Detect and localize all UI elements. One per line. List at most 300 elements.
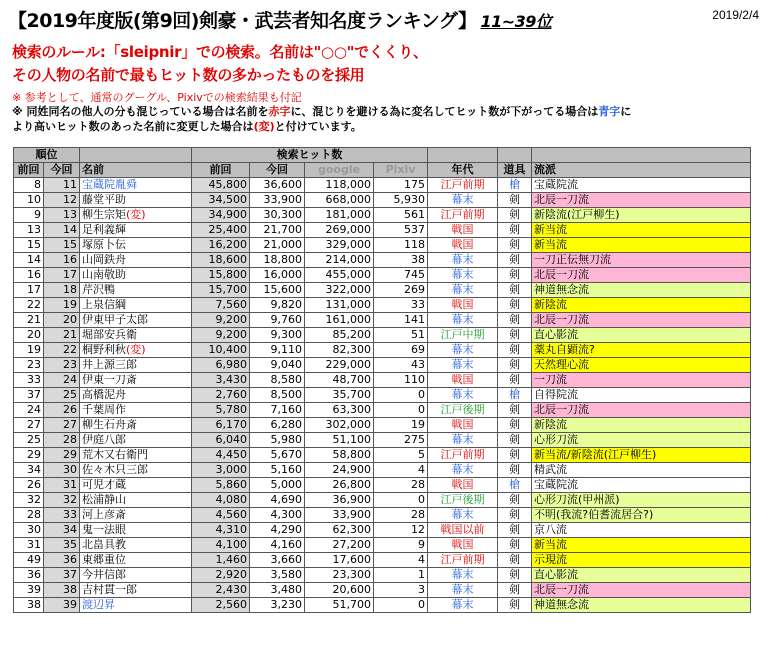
cell-era: 江戸前期 — [428, 208, 498, 223]
cell-name: 千葉周作 — [80, 403, 192, 418]
table-row — [14, 358, 751, 373]
cell-now: 18 — [44, 283, 80, 298]
cell-now-hits: 6,280 — [250, 418, 305, 433]
cell-ryuha: 自得院流 — [532, 388, 751, 403]
cell-tool: 剣 — [498, 268, 532, 283]
cell-now: 24 — [44, 373, 80, 388]
cell-pixiv: 118 — [374, 238, 428, 253]
cell-era: 江戸前期 — [428, 448, 498, 463]
cell-pixiv: 537 — [374, 223, 428, 238]
cell-prev: 30 — [14, 523, 44, 538]
cell-now-hits: 5,160 — [250, 463, 305, 478]
table-row — [14, 343, 751, 358]
cell-prev-hits: 2,920 — [192, 568, 250, 583]
cell-prev: 49 — [14, 553, 44, 568]
table-row — [14, 493, 751, 508]
henn-mark: (変) — [126, 208, 146, 221]
cell-now-hits: 9,300 — [250, 328, 305, 343]
cell-prev-hits: 4,310 — [192, 523, 250, 538]
cell-prev-hits: 9,200 — [192, 328, 250, 343]
cell-prev: 28 — [14, 508, 44, 523]
cell-now: 19 — [44, 298, 80, 313]
cell-google: 214,000 — [305, 253, 374, 268]
cell-pixiv: 141 — [374, 313, 428, 328]
cell-prev-hits: 4,560 — [192, 508, 250, 523]
note-henn-mark: (変) — [253, 120, 275, 133]
cell-tool: 剣 — [498, 238, 532, 253]
cell-name: 吉村貫一郎 — [80, 583, 192, 598]
cell-tool: 槍 — [498, 178, 532, 193]
cell-now-hits: 9,110 — [250, 343, 305, 358]
cell-now-hits: 3,660 — [250, 553, 305, 568]
cell-name: 今井信郎 — [80, 568, 192, 583]
cell-now-hits: 4,290 — [250, 523, 305, 538]
cell-name: 塚原卜伝 — [80, 238, 192, 253]
cell-name: 山南敬助 — [80, 268, 192, 283]
cell-now-hits: 4,160 — [250, 538, 305, 553]
cell-now-hits: 3,580 — [250, 568, 305, 583]
cell-prev: 29 — [14, 448, 44, 463]
cell-pixiv: 51 — [374, 328, 428, 343]
cell-ryuha: 天然理心流 — [532, 358, 751, 373]
cell-now: 36 — [44, 553, 80, 568]
cell-name: 宝蔵院胤舜 — [80, 178, 192, 193]
cell-prev-hits: 4,080 — [192, 493, 250, 508]
cell-ryuha: 精武流 — [532, 463, 751, 478]
cell-name — [80, 343, 192, 358]
hits-header: 検索ヒット数 — [192, 148, 428, 163]
cell-now-hits: 5,670 — [250, 448, 305, 463]
reference-note: ※ 参考として、通常のグーグル、Pixivでの検索結果も付記 — [12, 91, 302, 104]
cell-era: 幕末 — [428, 343, 498, 358]
cell-tool: 剣 — [498, 223, 532, 238]
cell-google: 33,900 — [305, 508, 374, 523]
table-row — [14, 403, 751, 418]
cell-now-hits: 7,160 — [250, 403, 305, 418]
cell-ryuha: 北辰一刀流 — [532, 403, 751, 418]
name-header: 名前 — [80, 163, 192, 178]
cell-era: 幕末 — [428, 358, 498, 373]
cell-now: 14 — [44, 223, 80, 238]
table-row — [14, 433, 751, 448]
cell-ryuha: 神道無念流 — [532, 283, 751, 298]
cell-name: 上泉信綱 — [80, 298, 192, 313]
cell-prev: 14 — [14, 253, 44, 268]
cell-prev: 21 — [14, 313, 44, 328]
title-text: 【2019年度版(第9回)剣豪・武芸者知名度ランキング】 — [8, 10, 477, 32]
table-row — [14, 418, 751, 433]
table-row — [14, 523, 751, 538]
cell-ryuha: 北辰一刀流 — [532, 583, 751, 598]
cell-name: 伊東甲子太郎 — [80, 313, 192, 328]
cell-ryuha: 新陰流(江戸柳生) — [532, 208, 751, 223]
cell-era: 幕末 — [428, 463, 498, 478]
cell-google: 85,200 — [305, 328, 374, 343]
cell-era: 幕末 — [428, 313, 498, 328]
cell-now: 15 — [44, 238, 80, 253]
cell-name: 伊東一刀斎 — [80, 373, 192, 388]
cell-ryuha: 心形刀流 — [532, 433, 751, 448]
search-rule-line2: その人物の名前で最もヒット数の多かったものを採用 — [12, 66, 365, 84]
cell-google: 51,100 — [305, 433, 374, 448]
cell-google: 229,000 — [305, 358, 374, 373]
cell-era: 幕末 — [428, 388, 498, 403]
cell-now-hits: 8,500 — [250, 388, 305, 403]
cell-pixiv: 12 — [374, 523, 428, 538]
cell-pixiv: 561 — [374, 208, 428, 223]
cell-now-hits: 21,000 — [250, 238, 305, 253]
cell-now-hits: 5,000 — [250, 478, 305, 493]
cell-prev: 17 — [14, 283, 44, 298]
cell-google: 26,800 — [305, 478, 374, 493]
blank-header — [498, 148, 532, 163]
cell-google: 322,000 — [305, 283, 374, 298]
cell-now-hits: 3,230 — [250, 598, 305, 613]
cell-prev: 27 — [14, 418, 44, 433]
table-row — [14, 298, 751, 313]
cell-era: 幕末 — [428, 583, 498, 598]
cell-ryuha: 示現流 — [532, 553, 751, 568]
cell-era: 戦国 — [428, 418, 498, 433]
cell-name: 伊庭八郎 — [80, 433, 192, 448]
cell-name: 井上源三郎 — [80, 358, 192, 373]
table-row — [14, 238, 751, 253]
cell-era: 幕末 — [428, 508, 498, 523]
name-text: 桐野利秋 — [82, 343, 126, 356]
cell-name: 松浦静山 — [80, 493, 192, 508]
cell-name: 荒木又右衛門 — [80, 448, 192, 463]
cell-now-hits: 30,300 — [250, 208, 305, 223]
table-row — [14, 253, 751, 268]
cell-now: 12 — [44, 193, 80, 208]
cell-tool: 剣 — [498, 553, 532, 568]
table-row — [14, 598, 751, 613]
cell-google: 23,300 — [305, 568, 374, 583]
era-header: 年代 — [428, 163, 498, 178]
table-row — [14, 373, 751, 388]
cell-now-hits: 9,760 — [250, 313, 305, 328]
cell-pixiv: 0 — [374, 388, 428, 403]
cell-now-hits: 18,800 — [250, 253, 305, 268]
cell-ryuha: 新当流 — [532, 223, 751, 238]
cell-pixiv: 0 — [374, 493, 428, 508]
cell-now: 33 — [44, 508, 80, 523]
pixiv-header: Pixiv — [374, 163, 428, 178]
cell-prev-hits: 18,600 — [192, 253, 250, 268]
blank-header — [80, 148, 192, 163]
cell-pixiv: 745 — [374, 268, 428, 283]
table-row — [14, 448, 751, 463]
cell-prev-hits: 10,400 — [192, 343, 250, 358]
cell-tool: 剣 — [498, 373, 532, 388]
note-text: に、混じりを避ける為に変名してヒット数が下がってる場合は — [290, 105, 599, 118]
cell-google: 24,900 — [305, 463, 374, 478]
cell-prev: 13 — [14, 223, 44, 238]
cell-now-hits: 15,600 — [250, 283, 305, 298]
table-row — [14, 553, 751, 568]
cell-era: 戦国 — [428, 223, 498, 238]
cell-era: 幕末 — [428, 253, 498, 268]
table-row — [14, 193, 751, 208]
note-text: と付けています。 — [274, 120, 362, 133]
cell-prev: 9 — [14, 208, 44, 223]
cell-pixiv: 33 — [374, 298, 428, 313]
table-row — [14, 283, 751, 298]
cell-ryuha: 直心影流 — [532, 328, 751, 343]
cell-pixiv: 43 — [374, 358, 428, 373]
cell-prev: 34 — [14, 463, 44, 478]
table-row — [14, 388, 751, 403]
cell-name: 北畠具教 — [80, 538, 192, 553]
cell-name: 渡辺昇 — [80, 598, 192, 613]
cell-ryuha: 直心影流 — [532, 568, 751, 583]
cell-name: 東郷重位 — [80, 553, 192, 568]
cell-now-hits: 21,700 — [250, 223, 305, 238]
cell-now-hits: 33,900 — [250, 193, 305, 208]
cell-now: 21 — [44, 328, 80, 343]
cell-pixiv: 5 — [374, 448, 428, 463]
cell-prev-hits: 3,430 — [192, 373, 250, 388]
cell-name: 柳生石舟斎 — [80, 418, 192, 433]
cell-google: 131,000 — [305, 298, 374, 313]
cell-pixiv: 9 — [374, 538, 428, 553]
cell-era: 幕末 — [428, 598, 498, 613]
cell-tool: 剣 — [498, 523, 532, 538]
cell-tool: 剣 — [498, 283, 532, 298]
cell-prev-hits: 3,000 — [192, 463, 250, 478]
cell-prev: 31 — [14, 538, 44, 553]
blank-header — [428, 148, 498, 163]
title-range: 11~39位 — [480, 12, 552, 31]
date-label: 2019/2/4 — [712, 8, 759, 22]
cell-prev: 36 — [14, 568, 44, 583]
now-hits-header: 今回 — [250, 163, 305, 178]
cell-tool: 剣 — [498, 208, 532, 223]
cell-now-hits: 36,600 — [250, 178, 305, 193]
cell-ryuha: 新陰流 — [532, 418, 751, 433]
cell-now: 38 — [44, 583, 80, 598]
google-header: google — [305, 163, 374, 178]
cell-google: 82,300 — [305, 343, 374, 358]
cell-pixiv: 269 — [374, 283, 428, 298]
cell-now: 26 — [44, 403, 80, 418]
cell-google: 161,000 — [305, 313, 374, 328]
cell-tool: 剣 — [498, 448, 532, 463]
table-row — [14, 223, 751, 238]
cell-era: 江戸後期 — [428, 493, 498, 508]
note-blue-word: 青字 — [598, 105, 621, 118]
cell-ryuha: 北辰一刀流 — [532, 313, 751, 328]
cell-tool: 剣 — [498, 493, 532, 508]
cell-era: 幕末 — [428, 283, 498, 298]
cell-google: 48,700 — [305, 373, 374, 388]
cell-now-hits: 4,300 — [250, 508, 305, 523]
cell-pixiv: 275 — [374, 433, 428, 448]
cell-google: 455,000 — [305, 268, 374, 283]
cell-pixiv: 0 — [374, 403, 428, 418]
cell-now-hits: 16,000 — [250, 268, 305, 283]
cell-now-hits: 9,040 — [250, 358, 305, 373]
cell-now-hits: 4,690 — [250, 493, 305, 508]
cell-prev: 20 — [14, 328, 44, 343]
cell-prev-hits: 7,560 — [192, 298, 250, 313]
cell-google: 62,300 — [305, 523, 374, 538]
cell-name: 佐々木只三郎 — [80, 463, 192, 478]
cell-ryuha: 一刀正伝無刀流 — [532, 253, 751, 268]
cell-era: 江戸中期 — [428, 328, 498, 343]
cell-name: 高橋泥舟 — [80, 388, 192, 403]
cell-prev-hits: 34,500 — [192, 193, 250, 208]
cell-prev-hits: 5,860 — [192, 478, 250, 493]
cell-name: 足利義輝 — [80, 223, 192, 238]
cell-now: 39 — [44, 598, 80, 613]
cell-now: 30 — [44, 463, 80, 478]
rank-header: 順位 — [14, 148, 80, 163]
henn-mark: (変) — [126, 343, 146, 356]
cell-prev: 16 — [14, 268, 44, 283]
cell-now: 32 — [44, 493, 80, 508]
cell-prev: 26 — [14, 478, 44, 493]
cell-ryuha: 北辰一刀流 — [532, 193, 751, 208]
cell-name: 河上彦斎 — [80, 508, 192, 523]
table-row — [14, 478, 751, 493]
cell-now: 13 — [44, 208, 80, 223]
ranking-table — [13, 147, 751, 613]
cell-prev: 8 — [14, 178, 44, 193]
cell-pixiv: 28 — [374, 478, 428, 493]
cell-prev-hits: 34,900 — [192, 208, 250, 223]
cell-google: 329,000 — [305, 238, 374, 253]
cell-now: 17 — [44, 268, 80, 283]
table-row — [14, 313, 751, 328]
cell-google: 17,600 — [305, 553, 374, 568]
cell-prev-hits: 2,560 — [192, 598, 250, 613]
cell-pixiv: 110 — [374, 373, 428, 388]
table-header-row-2 — [14, 163, 751, 178]
cell-now: 16 — [44, 253, 80, 268]
cell-era: 幕末 — [428, 433, 498, 448]
cell-name: 堀部安兵衛 — [80, 328, 192, 343]
cell-era: 戦国 — [428, 538, 498, 553]
cell-pixiv: 28 — [374, 508, 428, 523]
cell-tool: 剣 — [498, 343, 532, 358]
note-text: に — [620, 105, 632, 118]
search-rule-line1: 検索のルール:「sleipnir」での検索。名前は"○○"でくくり、 — [12, 43, 428, 61]
cell-pixiv: 1 — [374, 568, 428, 583]
cell-prev-hits: 6,040 — [192, 433, 250, 448]
cell-prev: 22 — [14, 298, 44, 313]
cell-prev-hits: 2,430 — [192, 583, 250, 598]
cell-ryuha: 新当流/新陰流(江戸柳生) — [532, 448, 751, 463]
cell-pixiv: 19 — [374, 418, 428, 433]
cell-era: 江戸前期 — [428, 553, 498, 568]
cell-now: 34 — [44, 523, 80, 538]
table-row — [14, 583, 751, 598]
cell-prev: 25 — [14, 433, 44, 448]
cell-google: 63,300 — [305, 403, 374, 418]
cell-now: 22 — [44, 343, 80, 358]
cell-now: 37 — [44, 568, 80, 583]
cell-prev: 23 — [14, 358, 44, 373]
cell-tool: 槍 — [498, 478, 532, 493]
cell-google: 58,800 — [305, 448, 374, 463]
cell-prev-hits: 45,800 — [192, 178, 250, 193]
cell-name: 鬼一法眼 — [80, 523, 192, 538]
cell-prev-hits: 4,100 — [192, 538, 250, 553]
cell-era: 戦国 — [428, 238, 498, 253]
cell-pixiv: 69 — [374, 343, 428, 358]
cell-google: 181,000 — [305, 208, 374, 223]
cell-tool: 剣 — [498, 508, 532, 523]
cell-pixiv: 5,930 — [374, 193, 428, 208]
cell-prev: 32 — [14, 493, 44, 508]
cell-ryuha: 新当流 — [532, 238, 751, 253]
note-text: ※ 同姓同名の他人の分も混じっている場合は名前を — [12, 105, 269, 118]
cell-name: 藤堂平助 — [80, 193, 192, 208]
cell-google: 51,700 — [305, 598, 374, 613]
cell-ryuha: 新当流 — [532, 538, 751, 553]
table-row — [14, 568, 751, 583]
cell-era: 江戸後期 — [428, 403, 498, 418]
cell-tool: 剣 — [498, 358, 532, 373]
cell-era: 戦国 — [428, 298, 498, 313]
cell-name: 芹沢鴨 — [80, 283, 192, 298]
cell-prev: 19 — [14, 343, 44, 358]
note-text: より高いヒット数のあった名前に変更した場合は — [12, 120, 254, 133]
cell-tool: 剣 — [498, 598, 532, 613]
prev-hits-header: 前回 — [192, 163, 250, 178]
cell-now: 35 — [44, 538, 80, 553]
cell-tool: 剣 — [498, 298, 532, 313]
cell-tool: 剣 — [498, 463, 532, 478]
now-rank-header: 今回 — [44, 163, 80, 178]
cell-tool: 剣 — [498, 313, 532, 328]
cell-prev-hits: 15,700 — [192, 283, 250, 298]
cell-era: 幕末 — [428, 193, 498, 208]
cell-google: 20,600 — [305, 583, 374, 598]
cell-google: 36,900 — [305, 493, 374, 508]
cell-ryuha: 薬丸自顕流? — [532, 343, 751, 358]
cell-pixiv: 3 — [374, 583, 428, 598]
cell-prev-hits: 9,200 — [192, 313, 250, 328]
cell-now-hits: 3,480 — [250, 583, 305, 598]
cell-ryuha: 京八流 — [532, 523, 751, 538]
cell-name: 可児才蔵 — [80, 478, 192, 493]
cell-google: 27,200 — [305, 538, 374, 553]
ryuha-header: 流派 — [532, 163, 751, 178]
tool-header: 道具 — [498, 163, 532, 178]
cell-ryuha: 一刀流 — [532, 373, 751, 388]
cell-tool: 剣 — [498, 418, 532, 433]
cell-pixiv: 4 — [374, 463, 428, 478]
cell-ryuha: 神道無念流 — [532, 598, 751, 613]
cell-prev: 33 — [14, 373, 44, 388]
cell-ryuha: 新陰流 — [532, 298, 751, 313]
cell-google: 668,000 — [305, 193, 374, 208]
name-color-note — [12, 104, 762, 134]
cell-ryuha: 宝蔵院流 — [532, 478, 751, 493]
table-row — [14, 268, 751, 283]
cell-prev-hits: 1,460 — [192, 553, 250, 568]
cell-now: 23 — [44, 358, 80, 373]
cell-now-hits: 5,980 — [250, 433, 305, 448]
cell-ryuha: 宝蔵院流 — [532, 178, 751, 193]
cell-tool: 剣 — [498, 538, 532, 553]
cell-pixiv: 175 — [374, 178, 428, 193]
cell-pixiv: 4 — [374, 553, 428, 568]
cell-tool: 剣 — [498, 433, 532, 448]
cell-prev-hits: 25,400 — [192, 223, 250, 238]
